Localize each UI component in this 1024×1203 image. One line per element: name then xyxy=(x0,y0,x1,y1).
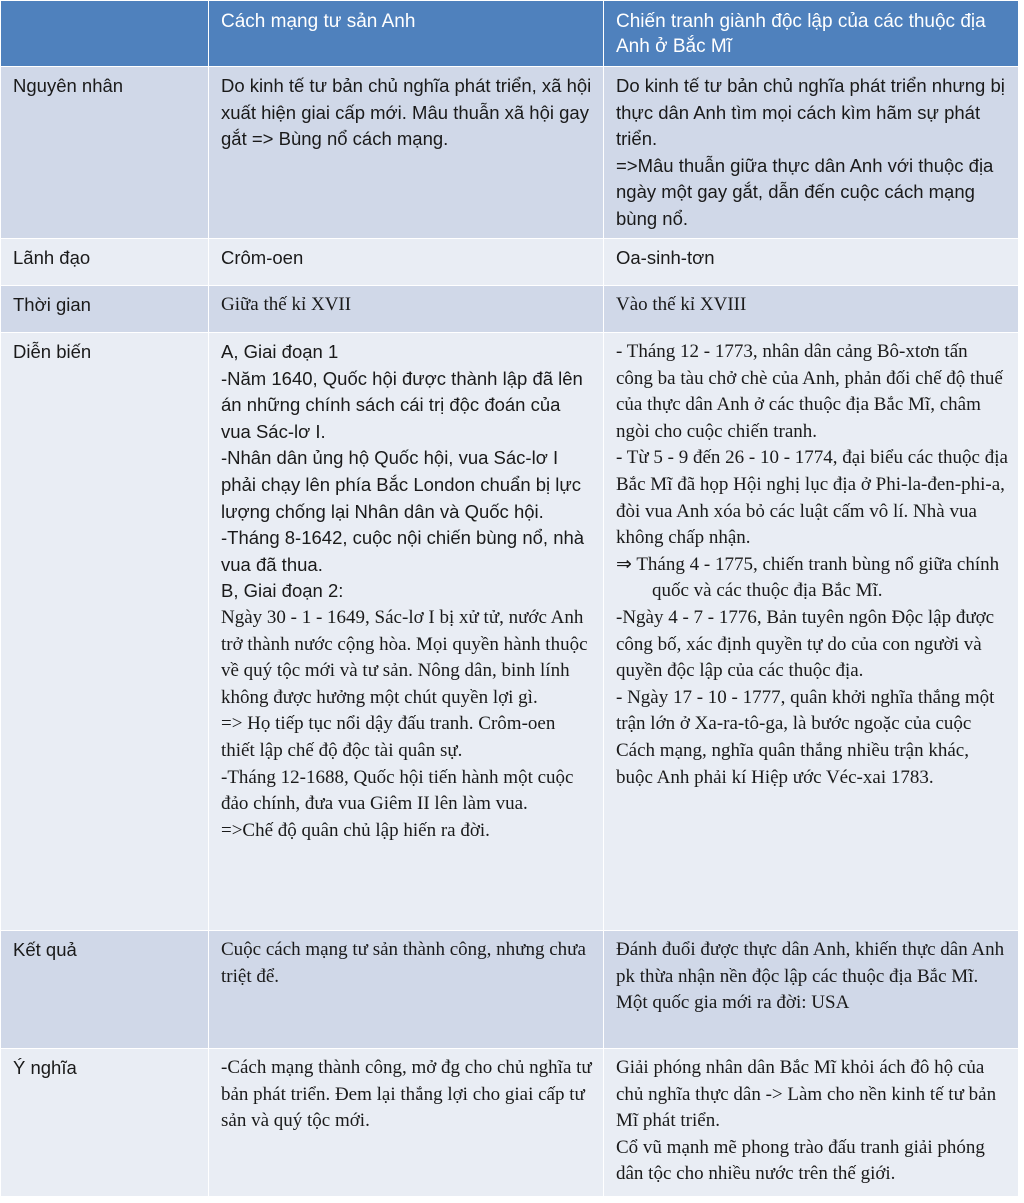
cell-anh: Giữa thế kỉ XVII xyxy=(209,286,604,333)
cell-anh xyxy=(209,333,604,931)
row-y-nghia xyxy=(1,1049,1019,1197)
cell-anh: -Cách mạng thành công, mở đg cho chủ nghĩa tư bản phát triển. Đem lại thắng lợi cho giai cấp tư sản và quý tộc mới. xyxy=(209,1049,604,1197)
text-line: Cổ vũ mạnh mẽ phong trào đấu tranh giải phóng dân tộc cho nhiều nước trên thế giới. xyxy=(616,1136,985,1185)
cell-bac-mi xyxy=(604,931,1019,1049)
row-nguyen-nhan xyxy=(1,67,1019,239)
text-line: -Nhân dân ủng hộ Quốc hội, vua Sác-lơ I phải chạy lên phía Bắc London chuẩn bị lực lượng chống lại Nhân dân và Quốc hội. xyxy=(221,447,582,522)
row-label: Thời gian xyxy=(1,286,209,333)
cell-bac-mi xyxy=(604,333,1019,931)
cell-bac-mi: Vào thế kỉ XVIII xyxy=(604,286,1019,333)
cell-bac-mi xyxy=(604,67,1019,239)
text-line: -Ngày 4 - 7 - 1776, Bản tuyên ngôn Độc lập được công bố, xác định quyền tự do của con người và quyền độc lập của các thuộc địa. xyxy=(616,606,995,682)
row-thoi-gian xyxy=(1,286,1019,333)
text-line: Ngày 30 - 1 - 1649, Sác-lơ I bị xử tử, nước Anh trở thành nước cộng hòa. Mọi quyền hành thuộc về quý tộc mới và tư sản. Nông dân, binh lính không được hưởng một chút quyền lợi gì. xyxy=(221,606,588,708)
cell-anh: Cuộc cách mạng tư sản thành công, nhưng chưa triệt để. xyxy=(209,931,604,1049)
row-label: Kết quả xyxy=(1,931,209,1049)
text-line: - Từ 5 - 9 đến 26 - 10 - 1774, đại biểu các thuộc địa Bắc Mĩ đã họp Hội nghị lục địa ở Phi-la-đen-phi-a, đòi vua Anh xóa bỏ các luật cấm vô lí. Nhà vua không chấp nhận. xyxy=(616,447,1008,549)
row-label: Lãnh đạo xyxy=(1,239,209,286)
text-line: =>Mâu thuẫn giữa thực dân Anh với thuộc địa ngày một gay gắt, dẫn đến cuộc cách mạng bùng nổ. xyxy=(616,154,994,229)
row-lanh-dao xyxy=(1,239,1019,286)
text-line: -Năm 1640, Quốc hội được thành lập đã lên án những chính sách cái trị độc đoán của vua Sác-lơ I. xyxy=(221,367,583,442)
text-line: Giải phóng nhân dân Bắc Mĩ khỏi ách đô hộ của chủ nghĩa thực dân -> Làm cho nền kinh tế tư bản Mĩ phát triển. xyxy=(616,1057,997,1132)
cell-bac-mi: Oa-sinh-tơn xyxy=(604,239,1019,286)
cell-anh: Do kinh tế tư bản chủ nghĩa phát triển, xã hội xuất hiện giai cấp mới. Mâu thuẫn xã hội gay gắt => Bùng nổ cách mạng. xyxy=(209,67,604,239)
header-row xyxy=(1,1,1019,67)
text-line: - Ngày 17 - 10 - 1777, quân khởi nghĩa thắng một trận lớn ở Xa-ra-tô-ga, là bước ngoặc của cuộc Cách mạng, nghĩa quân thắng nhiều trận khác, buộc Anh phải kí Hiệp ước Véc-xai 1783. xyxy=(616,686,995,788)
cell-bac-mi xyxy=(604,1049,1019,1197)
text-line: Do kinh tế tư bản chủ nghĩa phát triển nhưng bị thực dân Anh tìm mọi cách kìm hãm sự phát triển. xyxy=(616,75,1005,150)
header-empty-cell xyxy=(1,1,209,67)
header-english-revolution: Cách mạng tư sản Anh xyxy=(209,1,604,67)
row-label: Diễn biến xyxy=(1,333,209,931)
text-line: =>Chế độ quân chủ lập hiến ra đời. xyxy=(221,819,490,841)
text-line: -Tháng 8-1642, cuộc nội chiến bùng nổ, nhà vua đã thua. xyxy=(221,527,585,575)
text-line: -Tháng 12-1688, Quốc hội tiến hành một cuộc đảo chính, đưa vua Giêm II lên làm vua. xyxy=(221,766,574,815)
text-line: - Tháng 12 - 1773, nhân dân cảng Bô-xtơn tấn công ba tàu chở chè của Anh, phản đối chế độ thuế của thực dân Anh ở các thuộc địa Bắc Mĩ, châm ngòi cho cuộc chiến tranh. xyxy=(616,341,1003,442)
text-line: Một quốc gia mới ra đời: USA xyxy=(616,992,850,1014)
text-line: B, Giai đoạn 2: xyxy=(221,580,344,602)
cell-anh: Crôm-oen xyxy=(209,239,604,286)
row-ket-qua xyxy=(1,931,1019,1049)
row-dien-bien xyxy=(1,333,1019,931)
text-line: ⇒ Tháng 4 - 1775, chiến tranh bùng nổ giữa chính quốc và các thuộc địa Bắc Mĩ. xyxy=(616,553,1000,602)
text-line: A, Giai đoạn 1 xyxy=(221,341,339,362)
row-label: Ý nghĩa xyxy=(1,1049,209,1197)
text-line: => Họ tiếp tục nổi dậy đấu tranh. Crôm-oen thiết lập chế độ độc tài quân sự. xyxy=(221,713,556,761)
header-north-america-war: Chiến tranh giành độc lập của các thuộc địa Anh ở Bắc Mĩ xyxy=(604,1,1019,67)
row-label: Nguyên nhân xyxy=(1,67,209,239)
text-line: Đánh đuổi được thực dân Anh, khiến thực dân Anh pk thừa nhận nền độc lập các thuộc địa Bắc Mĩ. xyxy=(616,939,1005,987)
